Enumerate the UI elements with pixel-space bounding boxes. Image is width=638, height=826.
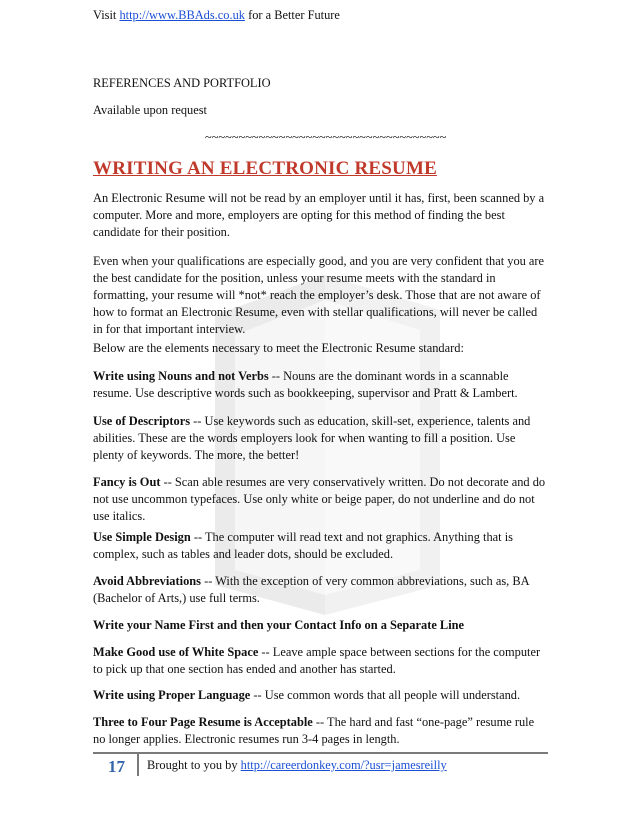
header-line: [93, 8, 340, 23]
footer-prefix: Brought to you by: [147, 758, 241, 772]
item-title: Fancy is Out: [93, 475, 161, 489]
paragraph-qualifications: Even when your qualifications are especially good, and you are very confident that you are the best candidate for the position, unless your resume meets with the standard in formatting, your resume will *not* reach the employer’s desk. Those that are not aware of how to format an Electronic Resume, even with stellar qualifications, will never be called in for that important interview.: [93, 254, 545, 336]
item-text: -- Use keywords such as education, skill-set, experience, talents and abilities. These are the words employers look for when wanting to fill a position. Use plenty of keywords. The more, the better!: [93, 414, 531, 462]
item-title: Use Simple Design: [93, 530, 191, 544]
references-text: Available upon request: [93, 103, 208, 117]
header-suffix: for a Better Future: [244, 8, 340, 22]
list-item: [93, 687, 548, 704]
item-text: -- Leave ample space between sections for the computer to pick up that one section has ended and another has started.: [93, 645, 541, 676]
item-title: Write your Name First and then your Contact Info on a Separate Line: [93, 618, 465, 632]
page-number: 17: [108, 757, 125, 776]
footer-divider: [93, 752, 548, 754]
item-title: Make Good use of White Space: [93, 645, 259, 659]
item-title: Write using Nouns and not Verbs: [93, 369, 269, 383]
list-item: [93, 714, 548, 748]
item-title: Avoid Abbreviations: [93, 574, 201, 588]
header-link[interactable]: http://www.BBAds.co.uk: [119, 8, 245, 22]
item-text: -- Use common words that all people will understand.: [250, 688, 521, 702]
item-title: Write using Proper Language: [93, 688, 251, 702]
list-item: [93, 617, 548, 634]
list-item: [93, 573, 548, 607]
list-item: [93, 644, 548, 678]
footer-vertical-divider: [137, 754, 139, 776]
footer-link[interactable]: http://careerdonkey.com/?usr=jamesreilly: [240, 758, 447, 772]
list-item: [93, 474, 548, 525]
footer-credit: [147, 758, 447, 773]
list-item: [93, 413, 548, 464]
paragraph-elements: Below are the elements necessary to meet the Electronic Resume standard:: [93, 341, 464, 355]
item-text: -- Nouns are the dominant words in a scannable resume. Use descriptive words such as bookkeeping, supervisor and Pratt & Lambert.: [93, 369, 518, 400]
item-text: -- With the exception of very common abbreviations, such as, BA (Bachelor of Arts,) use full terms.: [93, 574, 529, 605]
list-item: [93, 529, 548, 563]
item-text: -- Scan able resumes are very conservatively written. Do not decorate and do not use uncommon typefaces. Use only white or beige paper, do not underline and do not use italics.: [93, 475, 546, 523]
paragraph-intro: An Electronic Resume will not be read by an employer until it has, first, been scanned by a computer. More and more, employers are opting for this method of finding the best candidate for their position.: [93, 191, 545, 239]
section-title: WRITING AN ELECTRONIC RESUME: [93, 158, 437, 179]
item-title: Three to Four Page Resume is Acceptable: [93, 715, 313, 729]
item-title: Use of Descriptors: [93, 414, 191, 428]
list-item: [93, 368, 548, 402]
references-title: REFERENCES AND PORTFOLIO: [93, 76, 271, 90]
separator: ~~~~~~~~~~~~~~~~~~~~~~~~~~~~~~~~~~~~: [205, 130, 447, 144]
header-prefix: Visit: [93, 8, 120, 22]
item-text: -- The computer will read text and not graphics. Anything that is complex, such as tables and leader dots, should be excluded.: [93, 530, 513, 561]
item-text: -- The hard and fast “one-page” resume rule no longer applies. Electronic resumes run 3-4 pages in length.: [93, 715, 535, 746]
